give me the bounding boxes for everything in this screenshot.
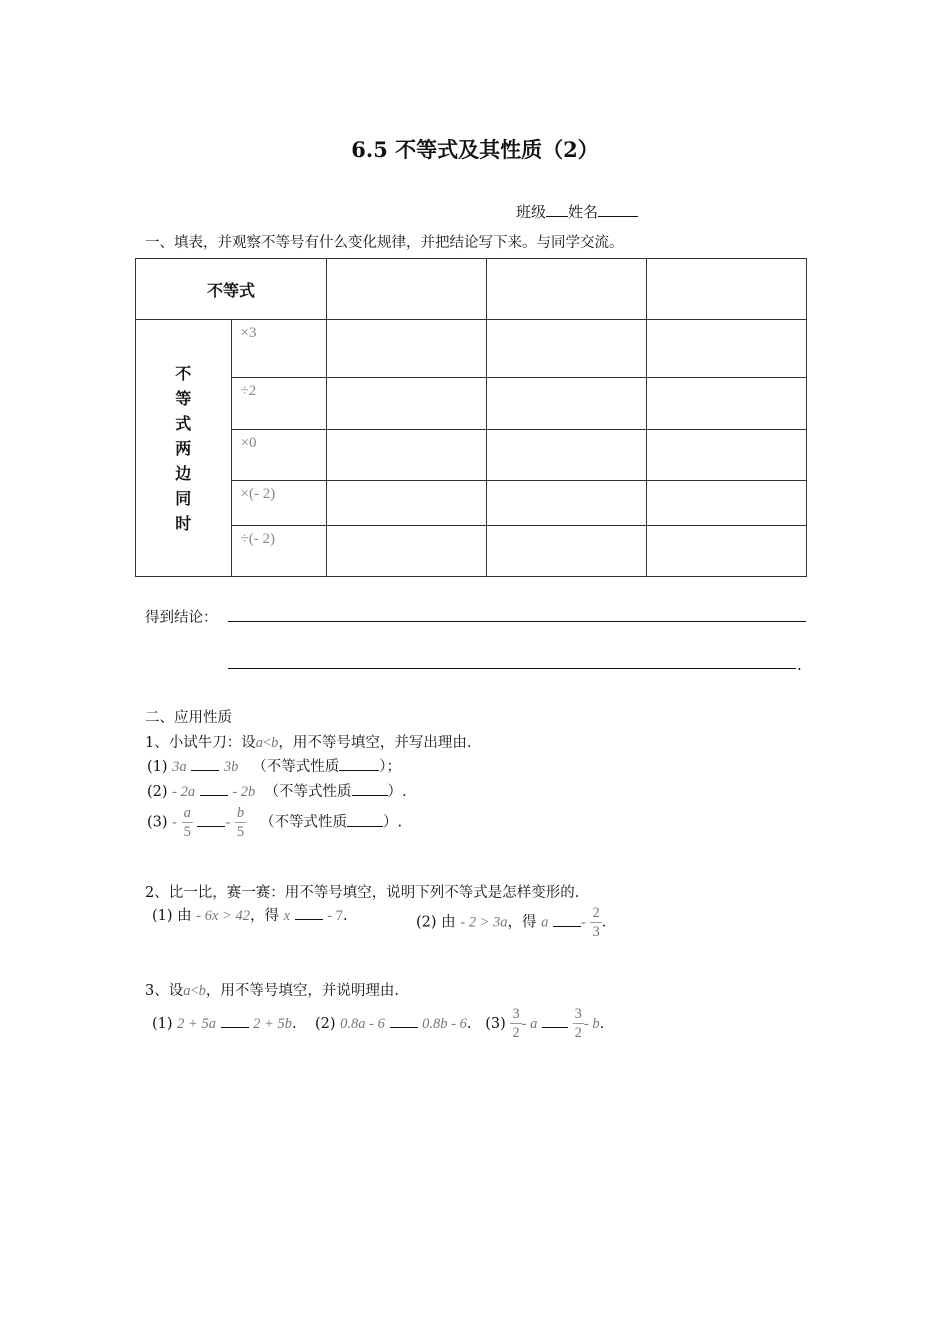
q3-parts xyxy=(152,1005,604,1042)
answer-blank[interactable] xyxy=(390,1014,418,1028)
q3-part3: (3) $\frac{3}{2}$ - a $\frac{3}{2}$ - b. xyxy=(485,1006,605,1041)
fraction-3-over-2: $\frac{3}{2}$ xyxy=(512,1006,520,1041)
reason-blank[interactable] xyxy=(339,757,379,771)
class-blank[interactable] xyxy=(546,202,568,217)
section2-heading: 二、应用性质 xyxy=(145,710,232,726)
q1-intro: 1、小试牛刀：设a<b，用不等号填空，并写出理由. xyxy=(145,735,472,751)
class-label: 班级 xyxy=(516,203,547,221)
q1-part2: (2) - 2a - 2b （不等式性质 ）. xyxy=(147,784,407,800)
q1-part3: (3) - $\frac{a}{5}$ - $\frac{b}{5}$ （不等式性质 ）. xyxy=(147,805,403,840)
page-title: 6.5 不等式及其性质（2） xyxy=(351,137,599,162)
table-header-label: 不等式 xyxy=(136,259,327,320)
reason-blank[interactable] xyxy=(347,813,383,827)
table-cell[interactable] xyxy=(327,320,487,378)
fraction-b-over-5: $\frac{b}{5}$ xyxy=(236,805,245,840)
q3-part2: (2) 0.8a - 6 0.8b - 6. xyxy=(315,1015,472,1032)
answer-blank[interactable] xyxy=(221,1014,249,1028)
table-cell[interactable] xyxy=(327,526,487,577)
table-op-times-neg2: ×(- 2) xyxy=(231,481,327,526)
conclusion-label: 得到结论： xyxy=(145,610,218,626)
table-cell[interactable] xyxy=(487,378,647,430)
reason-blank[interactable] xyxy=(352,782,388,796)
table-op-div-neg2: ÷(- 2) xyxy=(231,526,327,577)
table-cell[interactable] xyxy=(487,526,647,577)
name-label: 姓名 xyxy=(568,203,599,221)
table-cell-header-2[interactable] xyxy=(487,259,647,320)
table-cell[interactable] xyxy=(487,481,647,526)
conclusion-line-1[interactable] xyxy=(228,621,806,622)
answer-blank[interactable] xyxy=(200,782,228,796)
table-cell[interactable] xyxy=(487,430,647,481)
table-op-div2: ÷2 xyxy=(231,378,327,430)
table-side-label: 不 等 式 两 边 同 时 xyxy=(136,320,232,577)
table-cell[interactable] xyxy=(327,378,487,430)
table-cell[interactable] xyxy=(327,430,487,481)
table-cell-header-1[interactable] xyxy=(327,259,487,320)
q2-part2: (2) 由 - 2 > 3a，得 a - $\frac{2}{3}$ . xyxy=(416,905,607,940)
table-cell[interactable] xyxy=(647,378,807,430)
table-cell[interactable] xyxy=(647,320,807,378)
table-cell[interactable] xyxy=(327,481,487,526)
table-cell[interactable] xyxy=(647,481,807,526)
q3-part1: (1) 2 + 5a 2 + 5b. xyxy=(152,1015,297,1032)
table-cell[interactable] xyxy=(647,526,807,577)
section1-instruction: 一、填表，并观察不等号有什么变化规律，并把结论写下来。与同学交流。 xyxy=(145,235,624,251)
conclusion-line-2[interactable] xyxy=(228,668,796,669)
fraction-a-over-5: $\frac{a}{5}$ xyxy=(183,805,191,840)
answer-blank[interactable] xyxy=(295,906,323,920)
answer-blank[interactable] xyxy=(191,757,219,771)
class-name-line xyxy=(516,201,638,222)
q2-intro: 2、比一比，赛一赛：用不等号填空，说明下列不等式是怎样变形的. xyxy=(145,885,580,901)
answer-blank[interactable] xyxy=(197,813,225,827)
q3-intro: 3、设a<b，用不等号填空，并说明理由. xyxy=(145,983,400,999)
answer-blank[interactable] xyxy=(553,913,581,927)
table-op-times3: ×3 xyxy=(231,320,327,378)
table-cell[interactable] xyxy=(487,320,647,378)
name-blank[interactable] xyxy=(598,202,638,217)
q1-part1: (1) 3a 3b （不等式性质 ）； xyxy=(147,759,401,775)
fraction-3-over-2: $\frac{3}{2}$ xyxy=(574,1006,582,1041)
conclusion-end: . xyxy=(797,656,802,674)
inequality-table xyxy=(135,258,807,577)
q2-part1: (1) 由 - 6x > 42，得 x - 7. xyxy=(152,908,348,924)
answer-blank[interactable] xyxy=(542,1014,568,1028)
table-op-times0: ×0 xyxy=(231,430,327,481)
table-cell[interactable] xyxy=(647,430,807,481)
fraction-2-over-3: $\frac{2}{3}$ xyxy=(592,905,600,940)
table-cell-header-3[interactable] xyxy=(647,259,807,320)
